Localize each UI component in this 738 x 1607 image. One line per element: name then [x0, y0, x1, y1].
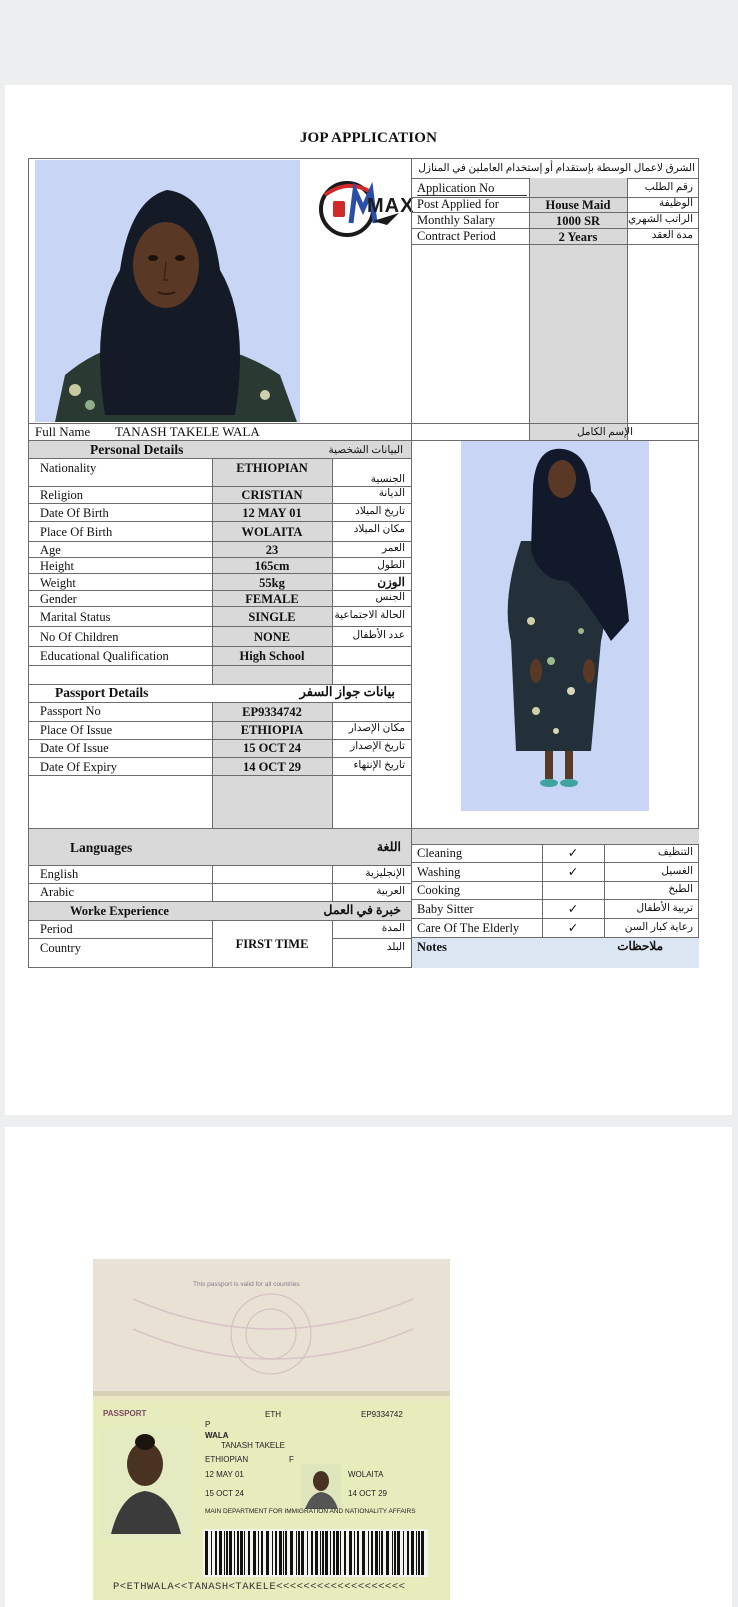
barcode-bar [253, 1531, 256, 1575]
gender-label: Gender [40, 592, 77, 606]
english-label: English [40, 867, 79, 881]
barcode-bar [394, 1531, 396, 1575]
passport-heading: Passport Details [55, 685, 149, 700]
barcode-bar [229, 1531, 232, 1575]
cleaning-check-icon: ✓ [567, 846, 579, 860]
place-of-issue-label: Place Of Issue [40, 723, 113, 737]
barcode-bar [397, 1531, 400, 1575]
barcode-bar [330, 1531, 331, 1575]
date-of-issue-ar: تاريخ الإصدار [350, 741, 405, 752]
document-title: JOP APPLICATION [299, 130, 438, 146]
arabic-ar: العربية [376, 886, 405, 897]
barcode-bar [298, 1531, 300, 1575]
passport-mrz: P<ETHWALA<<TANASH<TAKELE<<<<<<<<<<<<<<<<<<< [113, 1581, 406, 1593]
cleaning-ar: التنظيف [657, 847, 693, 858]
application-no-ar: رقم الطلب [644, 182, 693, 193]
baby-sitter-label: Baby Sitter [417, 902, 474, 916]
passport-doi: 15 OCT 24 [205, 1489, 244, 1498]
application-no-label: Application No [417, 181, 495, 195]
religion-value: CRISTIAN [241, 488, 303, 502]
religion-ar: الديانة [378, 488, 405, 499]
passport-country-code: ETH [265, 1410, 281, 1419]
height-label: Height [40, 559, 75, 573]
country-ar: البلد [386, 942, 405, 953]
barcode-bar [307, 1531, 308, 1575]
barcode-bar [418, 1531, 420, 1575]
passport-nationality: ETHIOPIAN [205, 1455, 249, 1464]
barcode-bar [340, 1531, 341, 1575]
height-ar: الطول [377, 560, 405, 571]
english-ar: الإنجليزية [365, 868, 405, 879]
barcode-bar [240, 1531, 243, 1575]
barcode-bar [283, 1531, 284, 1575]
barcode-bar [333, 1531, 335, 1575]
date-of-issue-value: 15 OCT 24 [242, 741, 302, 755]
passport-no-value: EP9334742 [242, 705, 302, 719]
notes-ar: ملاحظات [617, 939, 663, 953]
marital-label: Marital Status [40, 610, 111, 624]
personal-heading-ar: البيانات الشخصية [328, 445, 403, 456]
children-value: NONE [253, 630, 291, 644]
children-ar: عدد الأطفال [352, 630, 405, 641]
salary-value: 1000 SR [555, 214, 601, 228]
barcode-bar [336, 1531, 339, 1575]
cooking-ar: الطبخ [668, 884, 693, 895]
contract-label: Contract Period [417, 229, 496, 243]
barcode-bar [279, 1531, 282, 1575]
age-ar: العمر [381, 543, 405, 554]
washing-label: Washing [417, 865, 461, 879]
barcode-bar [266, 1531, 269, 1575]
salary-ar: الراتب الشهري [627, 214, 693, 225]
cooking-label: Cooking [417, 883, 461, 897]
age-value: 23 [265, 543, 279, 557]
nationality-label: Nationality [40, 461, 97, 475]
barcode-bar [248, 1531, 250, 1575]
barcode-bar [275, 1531, 277, 1575]
period-ar: المدة [381, 923, 405, 934]
contract-ar: مدة العقد [651, 230, 693, 241]
nationality-ar: الجنسية [370, 474, 405, 485]
barcode-bar [244, 1531, 245, 1575]
logo-text: MAX [367, 195, 415, 217]
barcode-bar [325, 1531, 328, 1575]
pob-value: WOLAITA [241, 525, 303, 539]
full-name-value: TANASH TAKELE WALA [115, 424, 260, 439]
passport-page [5, 1127, 732, 1607]
education-label: Educational Qualification [40, 649, 169, 663]
barcode-bar [224, 1531, 225, 1575]
barcode-bar [311, 1531, 313, 1575]
barcode-bar [354, 1531, 355, 1575]
passport-word: PASSPORT [103, 1409, 147, 1418]
place-of-issue-value: ETHIOPIA [240, 723, 304, 737]
barcode-bar [290, 1531, 293, 1575]
barcode-bar [371, 1531, 373, 1575]
agency-name-ar: الشرق لاعمال الوسطة بإستقدام أو إستخدام العاملين في المنازل [418, 163, 695, 174]
date-of-issue-label: Date Of Issue [40, 741, 109, 755]
barcode-bar [234, 1531, 235, 1575]
passport-header-line: This passport is valid for all countries [193, 1281, 300, 1288]
dob-value: 12 MAY 01 [242, 506, 302, 520]
cleaning-label: Cleaning [417, 846, 463, 860]
place-of-issue-ar: مكان الإصدار [348, 723, 405, 734]
barcode-bar [219, 1531, 222, 1575]
agency-logo [317, 177, 415, 239]
elderly-care-label: Care Of The Elderly [417, 921, 520, 935]
dob-ar: تاريخ الميلاد [355, 506, 405, 517]
religion-label: Religion [40, 488, 84, 502]
passport-dob: 12 MAY 01 [205, 1470, 244, 1479]
baby-sitter-ar: تربية الأطفال [636, 903, 693, 914]
passport-barcode [205, 1531, 426, 1575]
passport-type: P [205, 1420, 211, 1429]
dob-label: Date Of Birth [40, 506, 109, 520]
notes-label: Notes [417, 940, 447, 954]
passport-given-names: TANASH TAKELE [221, 1441, 286, 1450]
height-value: 165cm [254, 559, 290, 573]
passport-doe: 14 OCT 29 [348, 1489, 387, 1498]
experience-heading: Worke Experience [70, 904, 169, 918]
date-of-expiry-value: 14 OCT 29 [242, 760, 302, 774]
barcode-bar [237, 1531, 239, 1575]
barcode-bar [296, 1531, 297, 1575]
passport-scan [93, 1259, 450, 1600]
barcode-bar [403, 1531, 404, 1575]
salary-label: Monthly Salary [417, 213, 496, 227]
washing-ar: الغسيل [661, 866, 693, 877]
barcode-bar [315, 1531, 318, 1575]
experience-value: FIRST TIME [235, 937, 309, 951]
children-label: No Of Children [40, 630, 119, 644]
barcode-bar [322, 1531, 324, 1575]
passport-pob: WOLAITA [348, 1470, 384, 1479]
date-of-expiry-ar: تاريخ الإنتهاء [353, 760, 405, 771]
age-label: Age [40, 543, 61, 557]
barcode-bar [416, 1531, 417, 1575]
barcode-bar [301, 1531, 304, 1575]
barcode-bar [258, 1531, 259, 1575]
elderly-care-check-icon: ✓ [567, 921, 579, 935]
application-form [5, 85, 732, 1115]
barcode-bar [285, 1531, 287, 1575]
barcode-bar [381, 1531, 383, 1575]
passport-no-label: Passport No [40, 704, 101, 718]
barcode-bar [362, 1531, 365, 1575]
weight-value: 55kg [259, 576, 285, 590]
full-name-label: Full Name [35, 424, 91, 439]
application-page [5, 85, 732, 1115]
barcode-bar [421, 1531, 424, 1575]
weight-label: Weight [40, 576, 76, 590]
passport-heading-ar: بيانات جواز السفر [299, 684, 395, 699]
gender-ar: الجنس [375, 592, 405, 603]
personal-heading: Personal Details [90, 442, 184, 457]
baby-sitter-check-icon: ✓ [567, 902, 579, 916]
date-of-expiry-label: Date Of Expiry [40, 760, 118, 774]
full-body-photo [461, 441, 649, 811]
marital-ar: الحالة الاجتماعية [334, 610, 405, 621]
period-label: Period [40, 922, 73, 936]
barcode-bar [392, 1531, 393, 1575]
gender-value: FEMALE [245, 592, 299, 606]
post-value: House Maid [545, 198, 611, 212]
barcode-bar [357, 1531, 359, 1575]
barcode-bar [407, 1531, 409, 1575]
washing-check-icon: ✓ [567, 865, 579, 879]
full-name-ar: الإسم الكامل [576, 427, 633, 438]
pob-ar: مكان الميلاد [353, 524, 405, 535]
passport-authority: MAIN DEPARTMENT FOR IMMIGRATION AND NATIONALITY AFFAIRS [205, 1508, 416, 1515]
barcode-bar [320, 1531, 321, 1575]
elderly-care-ar: رعاية كبار السن [624, 922, 693, 933]
barcode-bar [368, 1531, 369, 1575]
barcode-bar [211, 1531, 212, 1575]
barcode-bar [349, 1531, 352, 1575]
barcode-bar [375, 1531, 378, 1575]
portrait-photo [35, 160, 300, 422]
weight-ar: الوزن [377, 575, 405, 589]
barcode-bar [272, 1531, 273, 1575]
passport-surname: WALA [205, 1431, 229, 1440]
pob-label: Place Of Birth [40, 525, 113, 539]
post-ar: الوظيفة [658, 198, 693, 209]
country-label: Country [40, 941, 81, 955]
passport-sex: F [289, 1455, 294, 1464]
barcode-bar [386, 1531, 389, 1575]
barcode-bar [344, 1531, 346, 1575]
skills-top-bar [412, 828, 699, 844]
contract-value: 2 Years [558, 230, 598, 244]
languages-heading-ar: اللغة [376, 840, 401, 854]
languages-heading: Languages [70, 840, 133, 855]
experience-heading-ar: خبرة في العمل [323, 903, 401, 917]
barcode-bar [205, 1531, 208, 1575]
arabic-label: Arabic [40, 885, 75, 899]
barcode-bar [411, 1531, 414, 1575]
education-value: High School [239, 649, 305, 663]
post-label: Post Applied for [417, 197, 499, 211]
nationality-value: ETHIOPIAN [236, 461, 308, 475]
barcode-bar [379, 1531, 380, 1575]
barcode-bar [261, 1531, 263, 1575]
barcode-bar [226, 1531, 228, 1575]
marital-value: SINGLE [248, 610, 296, 624]
barcode-bar [215, 1531, 217, 1575]
passport-scan-number: EP9334742 [361, 1410, 403, 1419]
